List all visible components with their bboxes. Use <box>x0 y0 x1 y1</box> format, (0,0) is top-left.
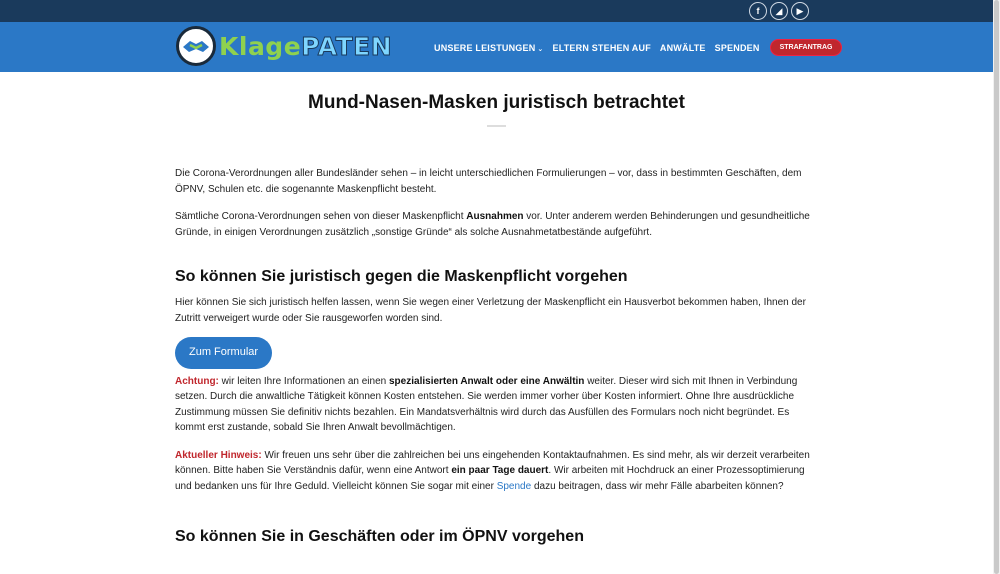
title-divider <box>487 125 506 127</box>
youtube-icon[interactable]: ▶ <box>791 2 809 20</box>
handshake-icon <box>176 26 216 66</box>
help-paragraph: Hier können Sie sich juristisch helfen lassen, wenn Sie wegen einer Verletzung der Maskenpflicht ein Hausverbot bekommen haben, Ihnen der Zutritt verweigert wurde oder Sie rausgeworfen worden sind. <box>175 297 806 324</box>
notice-label: Achtung: <box>175 375 219 387</box>
chevron-down-icon: ⌄ <box>537 45 544 53</box>
intro-paragraph: Die Corona-Verordnungen aller Bundesländer sehen – in leicht unterschiedlichen Formulierungen – vor, dass in bestimmten Geschäften, dem ÖPNV, Schulen etc. die sogenannte Maskenpflicht besteht. <box>175 168 802 195</box>
nav-item-leistungen[interactable] <box>434 43 544 53</box>
main-content <box>175 166 815 547</box>
nav-item-eltern[interactable]: ELTERN STEHEN AUF <box>552 42 651 53</box>
page-scrollbar[interactable] <box>993 0 1000 574</box>
main-nav <box>434 39 842 56</box>
page-title: Mund-Nasen-Masken juristisch betrachtet <box>308 92 685 113</box>
hint-label: Aktueller Hinweis: <box>175 449 262 461</box>
logo-text-part2: PATEN <box>301 31 393 61</box>
section-heading-legal: So können Sie juristisch gegen die Maskenpflicht vorgehen <box>175 268 628 285</box>
scrollbar-thumb[interactable] <box>994 0 999 574</box>
donate-link[interactable]: Spende <box>496 480 532 492</box>
logo-text <box>219 32 392 61</box>
social-links <box>749 2 809 20</box>
notice-paragraph: Achtung: wir leiten Ihre Informationen an einen spezialisierten Anwalt oder eine Anwältin weiter. Dieser wird sich mit Ihnen in Verbindung setzen. Durch die anwaltliche Tätigkeit können Kosten entstehen. Sie werden immer vorher über Kosten informiert. Ohne Ihre ausdrückliche Zustimmung müssen Sie definitiv nichts bezahlen. Ein Mandatsverhältnis wird durch das Ausfüllen des Formulars noch nicht begründet. Es kommt erst zustande, sobald Sie Ihren Anwalt bevollmächtigen. <box>175 375 798 433</box>
exceptions-paragraph: Sämtliche Corona-Verordnungen sehen von dieser Maskenpflicht Ausnahmen vor. Unter anderem werden Behinderungen und gesundheitliche Gründe, in einigen Verordnungen zusätzlich „sonstige Gründe“ als solche Ausnahmetatbestände aufgeführt. <box>175 211 810 238</box>
nav-item-spenden[interactable]: SPENDEN <box>714 42 760 53</box>
hint-paragraph: Aktueller Hinweis: Wir freuen uns sehr über die zahlreichen bei uns eingehenden Kontaktaufnahmen. Es sind mehr, als wir derzeit verarbeiten können. Bitte haben Sie Verständnis dafür, wenn eine Antwort ein paar Tage dauert. Wir arbeiten mit Hochdruck an einer Prozessoptimierung und bedanken uns für Ihre Geduld. Vielleicht können Sie sogar mit einer Spende dazu beitragen, dass wir mehr Fälle abarbeiten können? <box>175 449 810 492</box>
logo-text-part1: Klage <box>219 31 302 61</box>
strafantrag-button[interactable]: STRAFANTRAG <box>770 39 843 56</box>
rss-icon[interactable]: ◢ <box>770 2 788 20</box>
site-header <box>0 22 993 72</box>
facebook-icon[interactable]: f <box>749 2 767 20</box>
nav-item-label: UNSERE LEISTUNGEN <box>434 42 536 53</box>
site-logo[interactable] <box>176 26 392 66</box>
nav-item-anwaelte[interactable]: ANWÄLTE <box>659 42 706 53</box>
top-bar <box>0 0 993 22</box>
form-button[interactable]: Zum Formular <box>175 337 272 369</box>
section-heading-shops: So können Sie in Geschäften oder im ÖPNV vorgehen <box>175 528 584 545</box>
